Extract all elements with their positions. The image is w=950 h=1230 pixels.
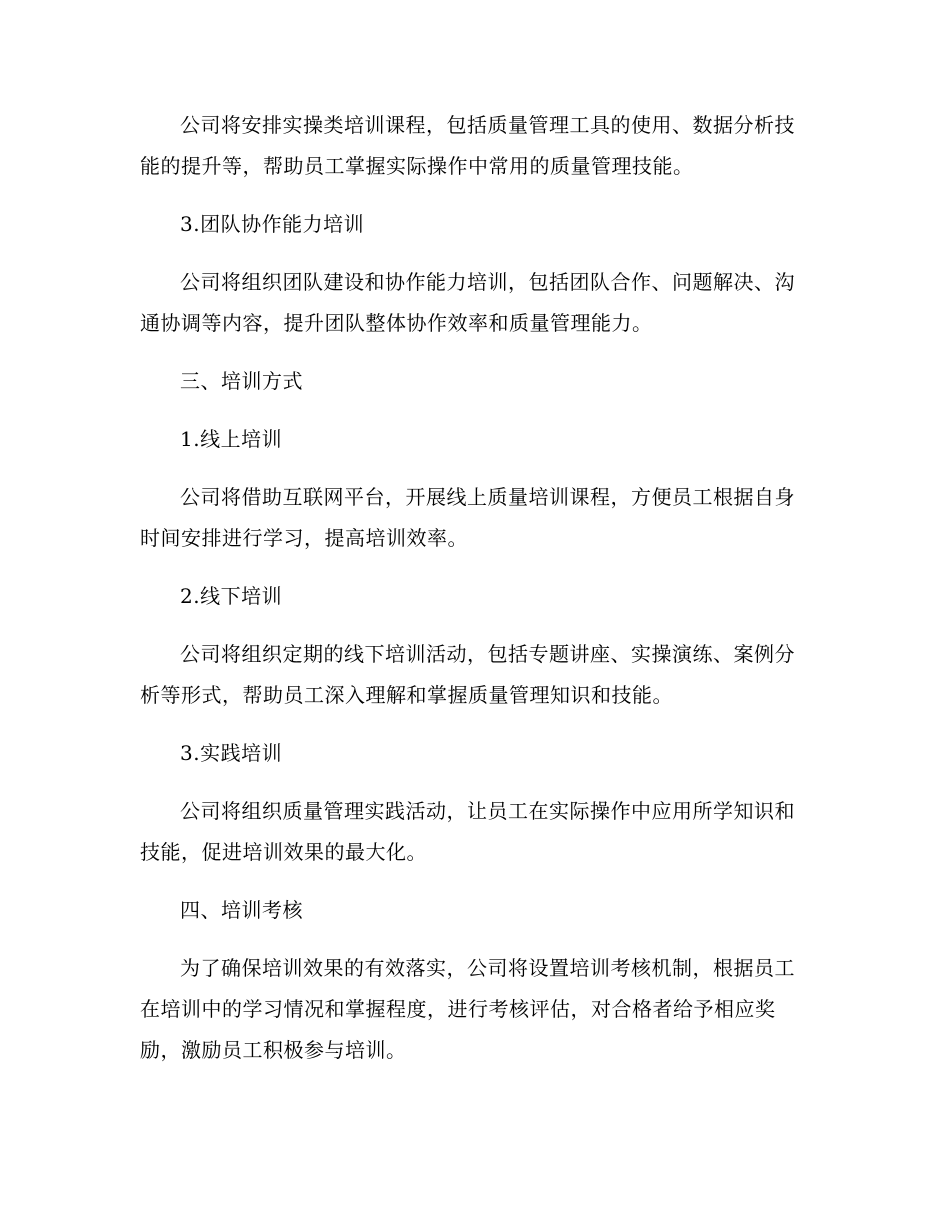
heading-training-assessment: 四、培训考核 <box>180 898 303 922</box>
paragraph-practice-training: 公司将组织质量管理实践活动，让员工在实际操作中应用所学知识和技能，促进培训效果的最大化。 <box>140 799 795 864</box>
document-body <box>140 105 810 1071</box>
heading-offline-training: 2.线下培训 <box>180 584 283 608</box>
paragraph-training-assessment: 为了确保培训效果的有效落实，公司将设置培训考核机制，根据员工在培训中的学习情况和掌握程度，进行考核评估，对合格者给予相应奖励，激励员工积极参与培训。 <box>140 956 795 1062</box>
paragraph-team-collaboration: 公司将组织团队建设和协作能力培训，包括团队合作、问题解决、沟通协调等内容，提升团队整体协作效率和质量管理能力。 <box>140 270 795 335</box>
paragraph-online-training: 公司将借助互联网平台，开展线上质量培训课程，方便员工根据自身时间安排进行学习，提高培训效率。 <box>140 485 795 550</box>
heading-practice-training: 3.实践培训 <box>180 741 283 765</box>
paragraph-practical-training: 公司将安排实操类培训课程，包括质量管理工具的使用、数据分析技能的提升等，帮助员工掌握实际操作中常用的质量管理技能。 <box>140 113 795 178</box>
heading-online-training: 1.线上培训 <box>180 427 283 451</box>
heading-team-collaboration: 3.团队协作能力培训 <box>180 212 365 236</box>
paragraph-offline-training: 公司将组织定期的线下培训活动，包括专题讲座、实操演练、案例分析等形式，帮助员工深入理解和掌握质量管理知识和技能。 <box>140 642 795 707</box>
heading-training-methods: 三、培训方式 <box>180 369 303 393</box>
